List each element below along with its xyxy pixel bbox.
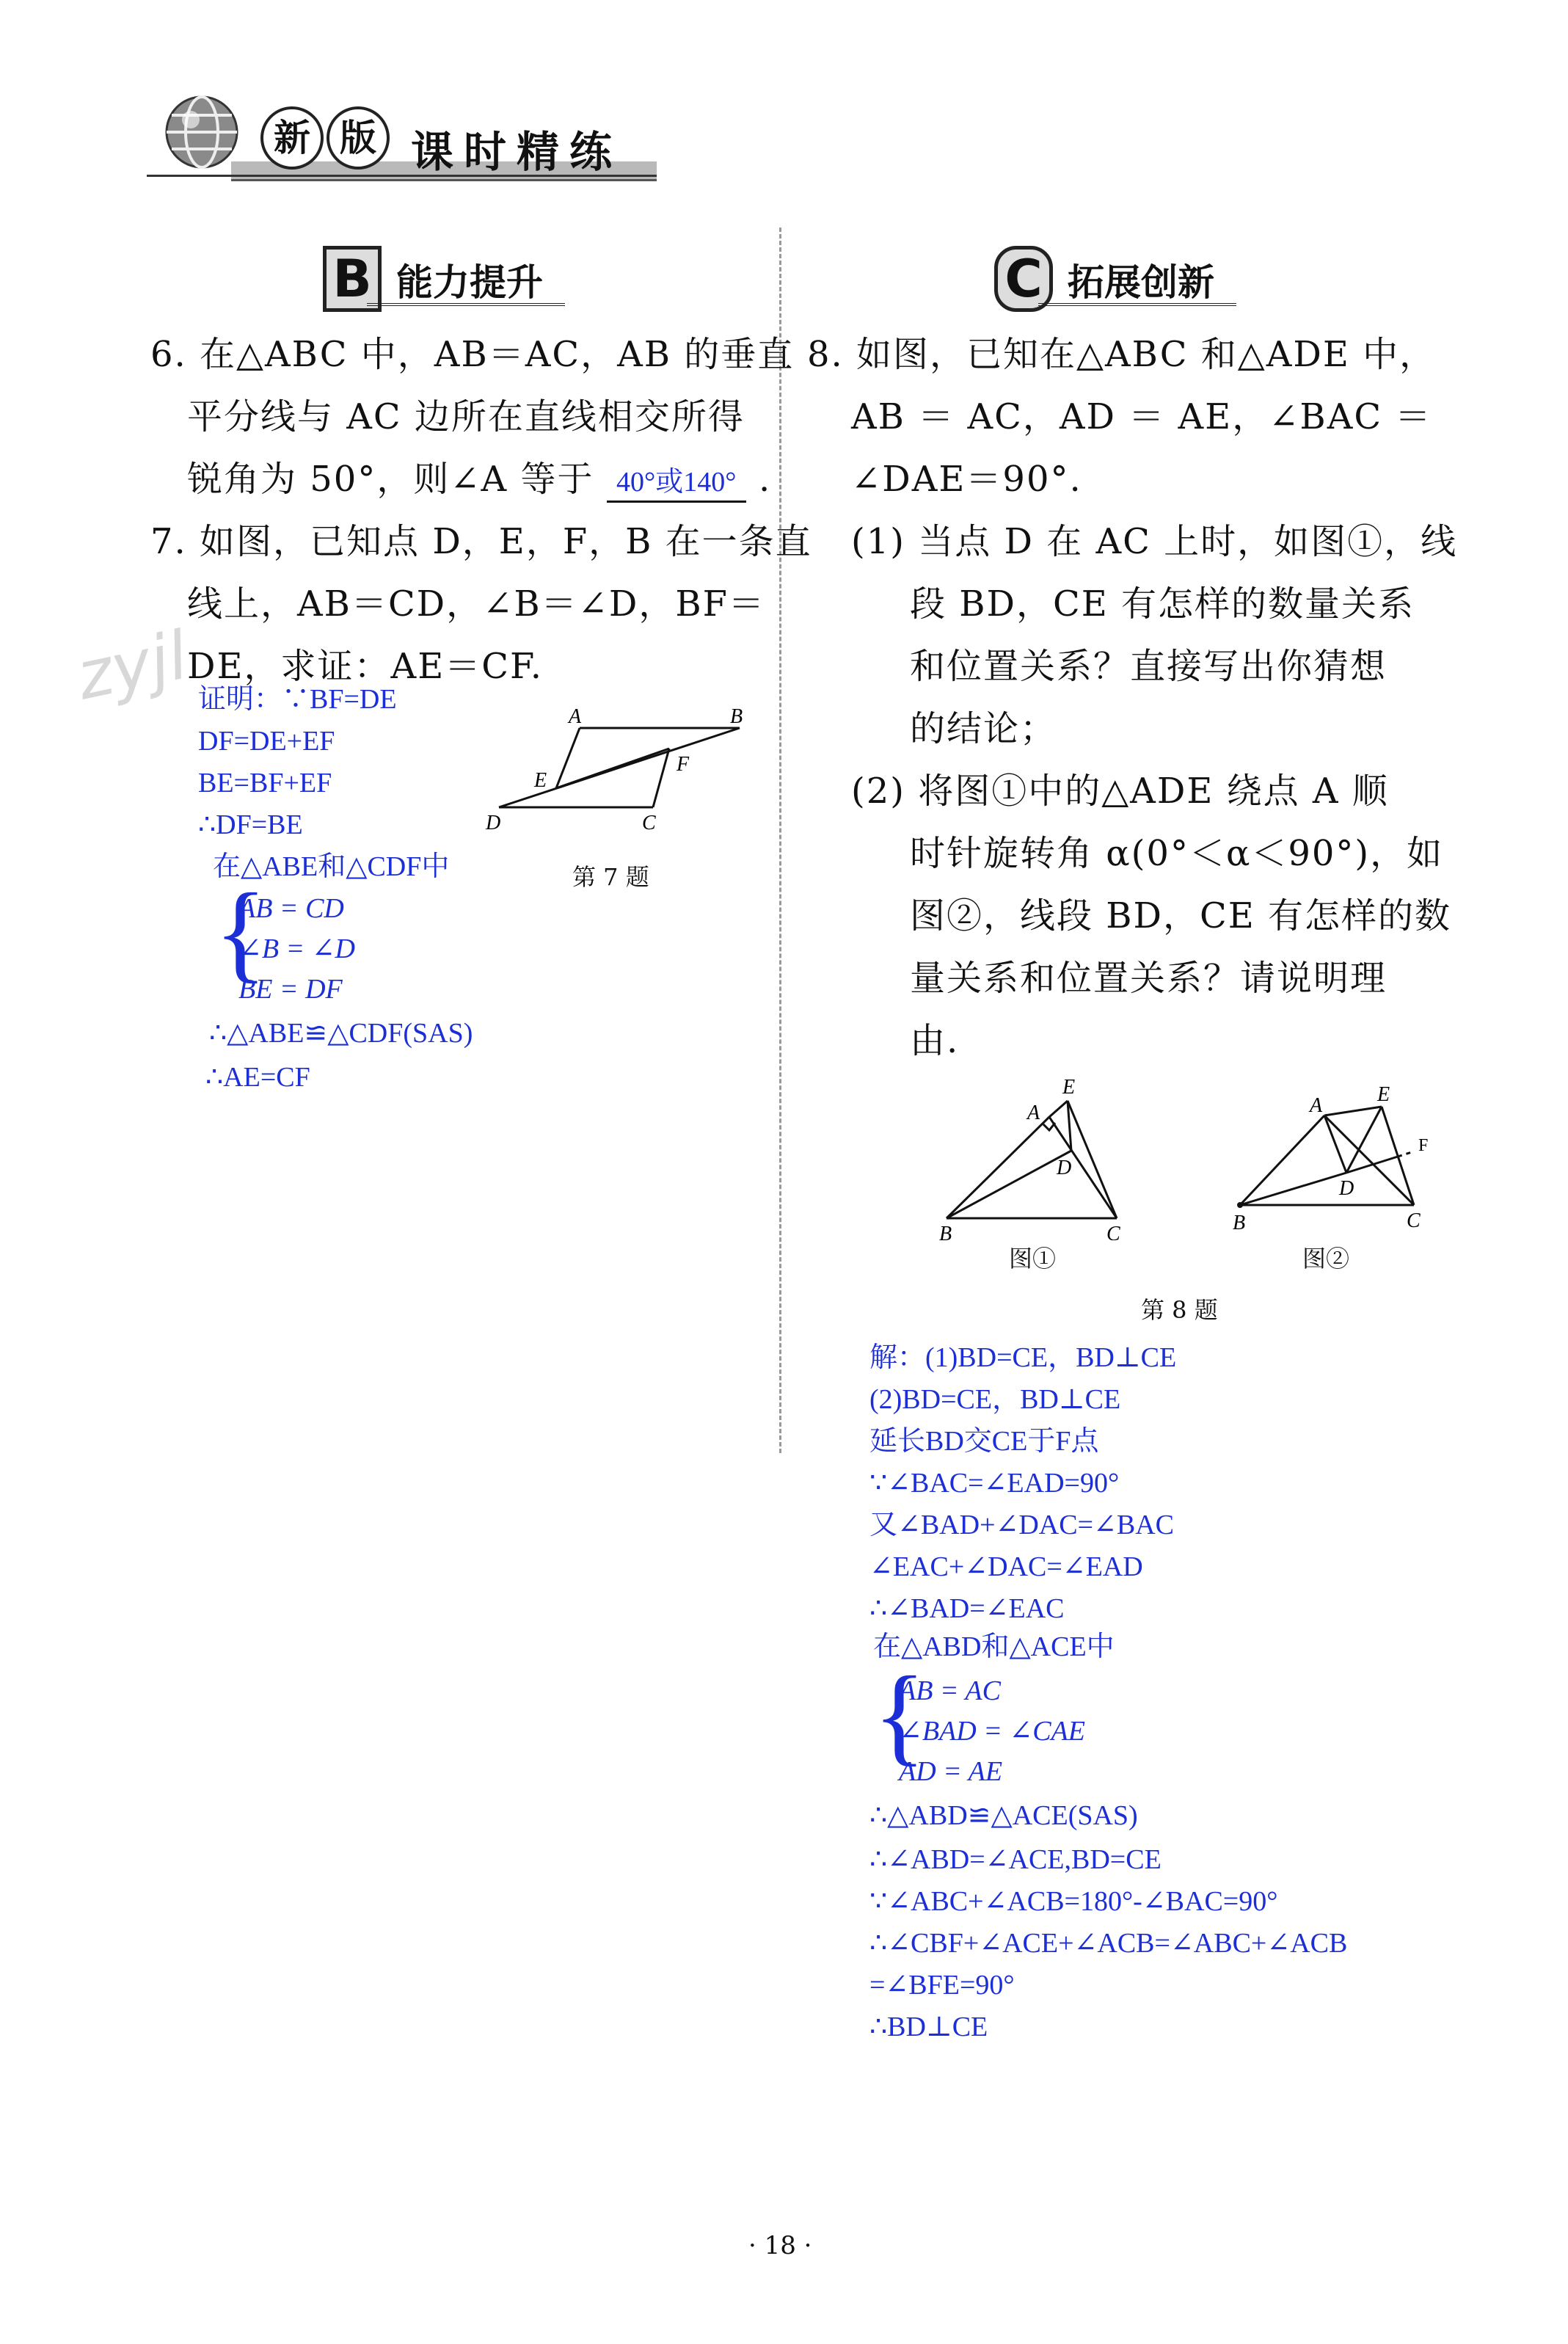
q7-sys-1: ∠B = ∠D [238, 933, 355, 964]
q7-seg-ef [556, 749, 669, 788]
fig2-label-b: B [1233, 1212, 1246, 1234]
q8-p2-0: (2) 将图①中的△ADE 绕点 A 顺 [851, 771, 1389, 812]
q8-sol-7: 在△ABD和△ACE中 [873, 1631, 1115, 1662]
q8-concl-0: ∴△ABD≌△ACE(SAS) [869, 1800, 1138, 1831]
q8-p1-2: 和位置关系？直接写出你猜想 [910, 646, 1388, 687]
q6-answer: 40°或140° [607, 464, 746, 503]
q8-p1-3: 的结论； [910, 708, 1057, 749]
q8-p2-2: 图②，线段 BD，CE 有怎样的数 [910, 895, 1452, 936]
q7-sol-1: DF=DE+EF [198, 726, 335, 757]
q8-p1-0: (1) 当点 D 在 AC 上时，如图①，线 [851, 521, 1458, 562]
section-b-title: 能力提升 [396, 261, 543, 304]
column-divider [779, 228, 781, 1453]
section-b-letter: B [323, 246, 382, 312]
q8-line2: AB ＝ AC，AD ＝ AE，∠BAC ＝ [851, 396, 1432, 437]
globe-logo-icon [161, 92, 242, 172]
q8-fig2-caption: 图② [1302, 1245, 1350, 1273]
fig1-label-a: A [1027, 1102, 1040, 1124]
q7-label-c: C [642, 812, 656, 834]
q7-concl-0: ∴△ABE≌△CDF(SAS) [209, 1018, 473, 1049]
q8-brace: { [873, 1654, 926, 1776]
q8-figure-2 [1222, 1086, 1442, 1240]
q8-p1-1: 段 BD，CE 有怎样的数量关系 [910, 583, 1415, 625]
q8-concl-4: =∠BFE=90° [869, 1970, 1015, 2001]
q8-concl-1: ∴∠ABD=∠ACE,BD=CE [869, 1844, 1162, 1875]
fig2-seg-f-ext [1398, 1151, 1414, 1157]
fig2-label-e: E [1377, 1086, 1390, 1106]
q7-seg-db [499, 728, 740, 807]
q8-sol-0: 解：(1)BD=CE，BD⊥CE [869, 1342, 1177, 1373]
q6-line2: 平分线与 AC 边所在直线相交所得 [187, 396, 745, 437]
section-b-heading [323, 246, 565, 312]
q6-line3 [187, 448, 771, 511]
q8-sys-0: AB = AC [899, 1675, 1001, 1706]
q8-p2-4: 由. [910, 1020, 960, 1061]
q7-sys-2: BE = DF [238, 974, 343, 1005]
q8-fig1-caption: 图① [1009, 1245, 1057, 1273]
series-title: 课时精练 [411, 127, 623, 177]
q7-seg-cf [653, 749, 669, 807]
q8-sol-2: 延长BD交CE于F点 [869, 1426, 1099, 1457]
q7-label-d: D [486, 812, 501, 834]
q8-line1: 8. 如图，已知在△ABC 和△ADE 中， [807, 334, 1437, 375]
header [143, 59, 657, 191]
q7-figure [477, 697, 770, 844]
q7-line1: 7. 如图，已知点 D，E，F，B 在一条直 [150, 521, 812, 562]
q7-line3: DE，求证：AE＝CF. [187, 646, 544, 687]
q7-sol-4: 在△ABE和△CDF中 [213, 851, 450, 882]
q8-sol-4: 又∠BAD+∠DAC=∠BAC [869, 1510, 1174, 1540]
section-c-title: 拓展创新 [1068, 261, 1214, 304]
q7-sol-0: 证明：∵BF=DE [198, 684, 397, 715]
fig1-label-c: C [1106, 1223, 1120, 1240]
q8-p2-1: 时针旋转角 α(0°＜α＜90°)，如 [910, 833, 1444, 874]
q6-line1: 6. 在△ABC 中，AB＝AC，AB 的垂直 [150, 334, 795, 375]
q7-line2: 线上，AB＝CD，∠B＝∠D，BF＝ [187, 583, 765, 625]
q8-sol-5: ∠EAC+∠DAC=∠EAD [869, 1551, 1143, 1582]
fig1-seg-ec [1068, 1101, 1117, 1218]
fig1-label-d: D [1057, 1157, 1072, 1179]
q7-label-f: F [677, 753, 690, 776]
q7-seg-ae [556, 728, 580, 788]
q8-caption: 第 8 题 [1141, 1296, 1218, 1324]
logo-badge-1: 新 [260, 106, 324, 170]
fig1-label-e: E [1062, 1076, 1076, 1099]
q8-line3: ∠DAE＝90°. [851, 459, 1082, 500]
fig1-seg-bd [947, 1151, 1071, 1218]
q7-caption: 第 7 题 [572, 863, 649, 891]
q8-figure-1 [925, 1071, 1145, 1240]
q8-sol-6: ∴∠BAD=∠EAC [869, 1593, 1065, 1624]
fig1-seg-ab [947, 1117, 1049, 1218]
fig2-point-b [1237, 1202, 1243, 1208]
section-b-underline [367, 303, 565, 306]
fig1-label-b: B [939, 1223, 952, 1240]
q8-sol-1: (2)BD=CE，BD⊥CE [869, 1384, 1121, 1415]
logo-badge-2: 版 [327, 106, 390, 170]
fig2-label-a: A [1310, 1094, 1323, 1117]
section-c-heading [994, 246, 1236, 312]
q7-label-b: B [730, 705, 743, 728]
fig1-seg-ae [1049, 1101, 1068, 1117]
fig1-right-angle [1043, 1123, 1055, 1130]
fig2-seg-ad [1324, 1115, 1346, 1173]
page-number: · 18 · [748, 2231, 812, 2260]
q7-label-e: E [534, 769, 547, 792]
fig2-label-c: C [1407, 1209, 1421, 1232]
watermark: zyjl [70, 616, 194, 716]
q8-concl-3: ∴∠CBF+∠ACE+∠ACB=∠ABC+∠ACB [869, 1928, 1348, 1959]
q7-brace: { [214, 871, 267, 993]
q6-line3-suffix: . [759, 459, 772, 500]
section-c-letter: C [994, 246, 1053, 312]
q8-sys-1: ∠BAD = ∠CAE [899, 1716, 1085, 1747]
q8-concl-5: ∴BD⊥CE [869, 2012, 988, 2042]
fig2-label-d: D [1339, 1177, 1354, 1200]
q6-line3-prefix: 锐角为 50°，则∠A 等于 [187, 459, 594, 500]
q7-sys-0: AB = CD [238, 893, 344, 924]
fig2-label-f: F [1418, 1136, 1429, 1155]
q8-sol-3: ∵∠BAC=∠EAD=90° [869, 1468, 1120, 1499]
q7-concl-1: ∴AE=CF [205, 1062, 310, 1093]
q8-sys-2: AD = AE [899, 1756, 1003, 1787]
q8-concl-2: ∵∠ABC+∠ACB=180°-∠BAC=90° [869, 1886, 1278, 1917]
q7-sol-3: ∴DF=BE [198, 809, 303, 840]
q7-label-a: A [569, 705, 582, 728]
q8-p2-3: 量关系和位置关系？请说明理 [910, 958, 1388, 999]
q7-sol-2: BE=BF+EF [198, 768, 332, 798]
section-c-underline [1038, 303, 1236, 306]
fig2-seg-ae [1324, 1107, 1382, 1115]
